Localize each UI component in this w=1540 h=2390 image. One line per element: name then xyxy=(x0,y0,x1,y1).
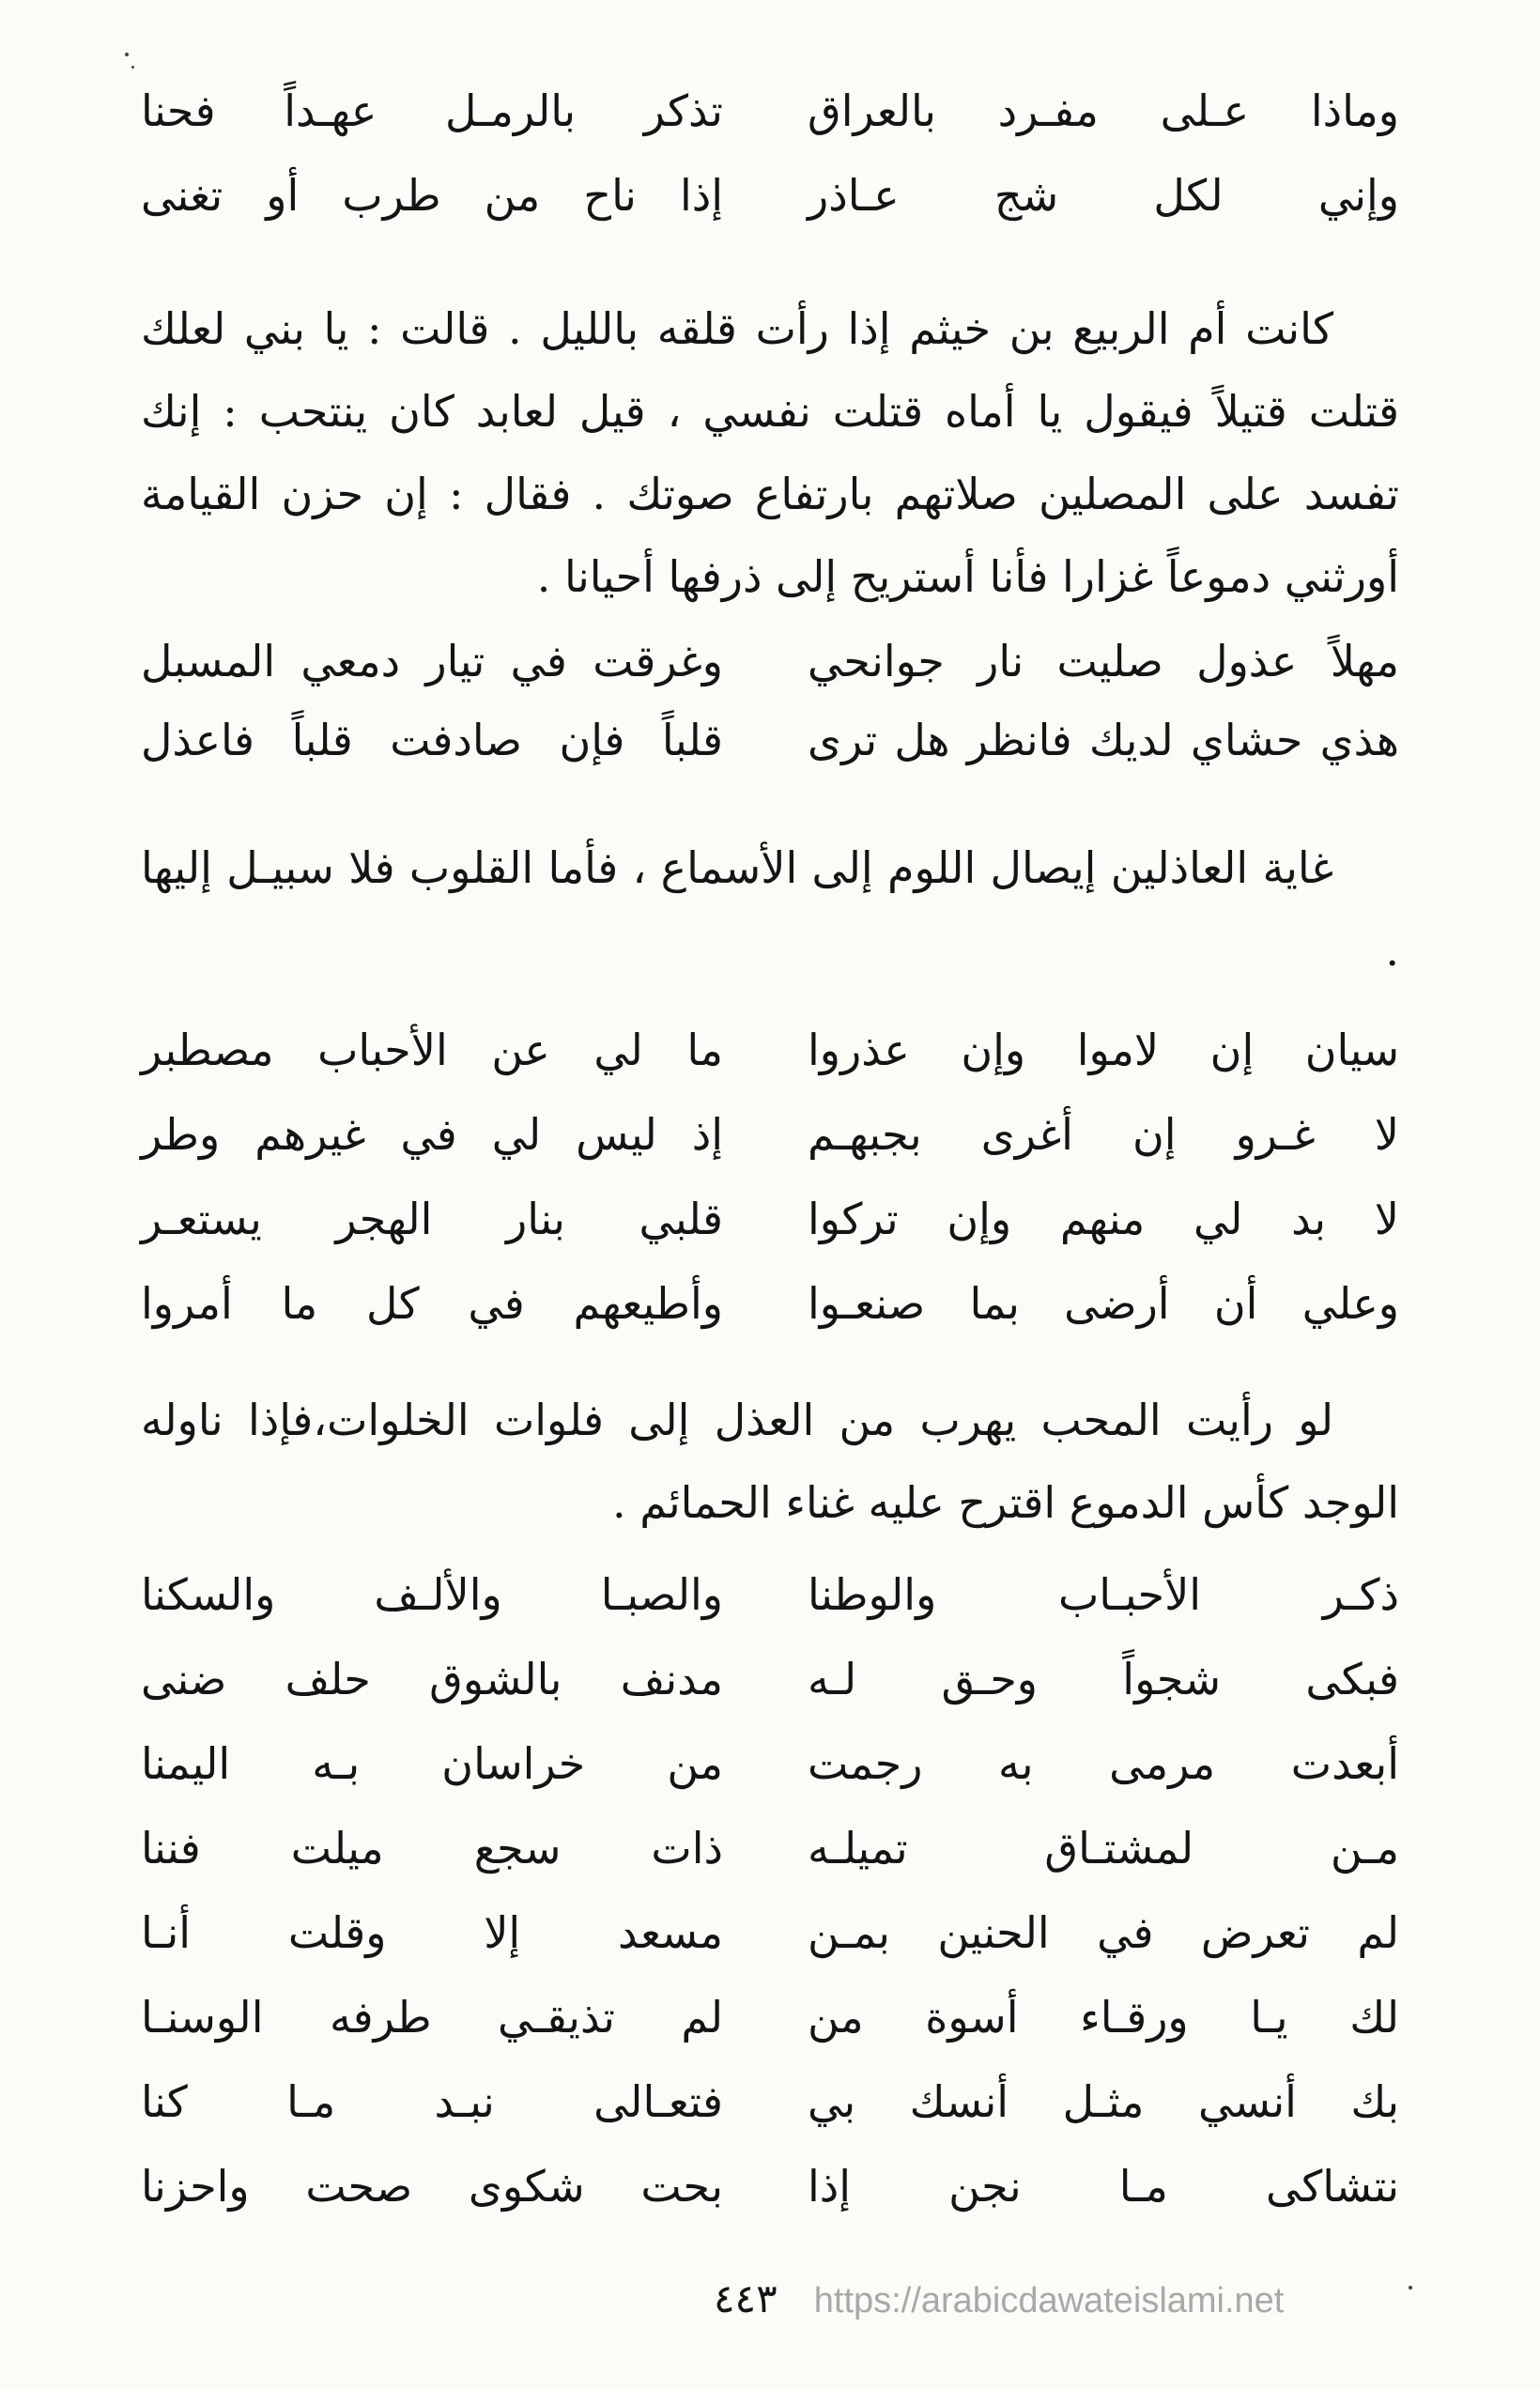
verse-line xyxy=(141,2057,1399,2147)
prose-paragraph: غاية العاذلين إيصال اللوم إلى الأسماع ، فأما القلوب فلا سبيـل إليها . xyxy=(141,842,1399,976)
first-hemistich: لا غـرو إن أغرى بجبهـم xyxy=(808,1109,1399,1160)
verse-line xyxy=(141,2141,1399,2231)
second-hemistich: فتعـالى نبـد مـا كنا xyxy=(141,2076,723,2127)
page-footer xyxy=(714,2271,1284,2327)
first-hemistich: لم تعرض في الحنين بمـن xyxy=(808,1907,1399,1958)
second-hemistich: لم تذيقـي طرفه الوسنـا xyxy=(141,1992,723,2043)
prose-paragraph: لو رأيت المحب يهرب من العذل إلى فلوات الخلوات،فإذا ناوله الوجد كأس الدموع اقترح عليه غناء الحمائم . xyxy=(141,1395,1399,1528)
first-hemistich: وماذا عـلى مفـرد بالعراق xyxy=(808,85,1399,136)
verse-line xyxy=(141,1089,1399,1180)
verse-line xyxy=(141,1634,1399,1724)
first-hemistich: مهلاً عذول صليت نار جوانحي xyxy=(808,636,1399,686)
first-hemistich: أبعدت مرمى به رجمت xyxy=(808,1738,1399,1789)
second-hemistich: والصبـا والألـف والسكنا xyxy=(141,1569,723,1620)
first-hemistich: فبكى شجواً وحـق لـه xyxy=(808,1654,1399,1704)
second-hemistich: قلباً فإن صادفت قلباً فاعذل xyxy=(141,715,723,765)
prose-paragraph: كانت أم الربيع بن خيثم إذا رأت قلقه بالليل . قالت : يا بني لعلك قتلت قتيلاً فيقول يا أماه قتلت نفسي ، قيل لعابد كان ينتحب : إنك تفسد على المصلين صلاتهم بارتفاع صوتك . فقال : إن حزن القيامة أورثني دموعاً غزارا فأنا أستريح إلى ذرفها أحيانا . xyxy=(141,303,1399,602)
scan-speck xyxy=(125,53,129,56)
first-hemistich: ذكـر الأحبـاب والوطنا xyxy=(808,1569,1399,1620)
first-hemistich: بك أنسي مثـل أنسك بي xyxy=(808,2076,1399,2127)
verse-line xyxy=(141,1803,1399,1893)
verse-line xyxy=(141,616,1399,706)
verse-line xyxy=(141,1550,1399,1640)
first-hemistich: نتشاكى مـا نجن إذا xyxy=(808,2161,1399,2212)
second-hemistich: مدنف بالشوق حلف ضنى xyxy=(141,1654,723,1704)
scan-speck xyxy=(1409,2286,1412,2290)
verse-line xyxy=(141,150,1399,240)
verse-line xyxy=(141,1888,1399,1978)
verse-line xyxy=(141,1258,1399,1349)
second-hemistich: ما لي عن الأحباب مصطبر xyxy=(141,1025,723,1075)
verse-line xyxy=(141,1972,1399,2062)
second-hemistich: تذكر بالرمـل عهـداً فحنا xyxy=(141,85,723,136)
first-hemistich: مـن لمشتـاق تميلـه xyxy=(808,1823,1399,1873)
verse-line xyxy=(141,1719,1399,1809)
first-hemistich: لك يـا ورقـاء أسوة من xyxy=(808,1992,1399,2043)
page-number: ٤٤٣ xyxy=(714,2275,778,2321)
second-hemistich: وأطيعهم في كل ما أمروا xyxy=(141,1278,723,1329)
second-hemistich: من خراسان بـه اليمنا xyxy=(141,1738,723,1789)
first-hemistich: هذي حشاي لديك فانظر هل ترى xyxy=(808,715,1399,765)
second-hemistich: وغرقت في تيار دمعي المسبل xyxy=(141,636,723,686)
verse-line xyxy=(141,66,1399,156)
second-hemistich: ذات سجع ميلت فننا xyxy=(141,1823,723,1873)
second-hemistich: بحت شكوى صحت واحزنا xyxy=(141,2161,723,2212)
second-hemistich: قلبي بنار الهجر يستعـر xyxy=(141,1194,723,1244)
first-hemistich: وإني لكل شج عـاذر xyxy=(808,170,1399,221)
first-hemistich: سيان إن لاموا وإن عذروا xyxy=(808,1025,1399,1075)
source-url: https://arabicdawateislami.net xyxy=(813,2281,1285,2321)
scan-speck xyxy=(131,66,134,69)
verse-line xyxy=(141,1174,1399,1264)
first-hemistich: وعلي أن أرضى بما صنعـوا xyxy=(808,1278,1399,1329)
verse-line xyxy=(141,695,1399,785)
first-hemistich: لا بد لي منهم وإن تركوا xyxy=(808,1194,1399,1244)
second-hemistich: مسعد إلا وقلت أنـا xyxy=(141,1907,723,1958)
second-hemistich: إذ ليس لي في غيرهم وطر xyxy=(141,1109,723,1160)
second-hemistich: إذا ناح من طرب أو تغنى xyxy=(141,170,723,221)
verse-line xyxy=(141,1005,1399,1095)
